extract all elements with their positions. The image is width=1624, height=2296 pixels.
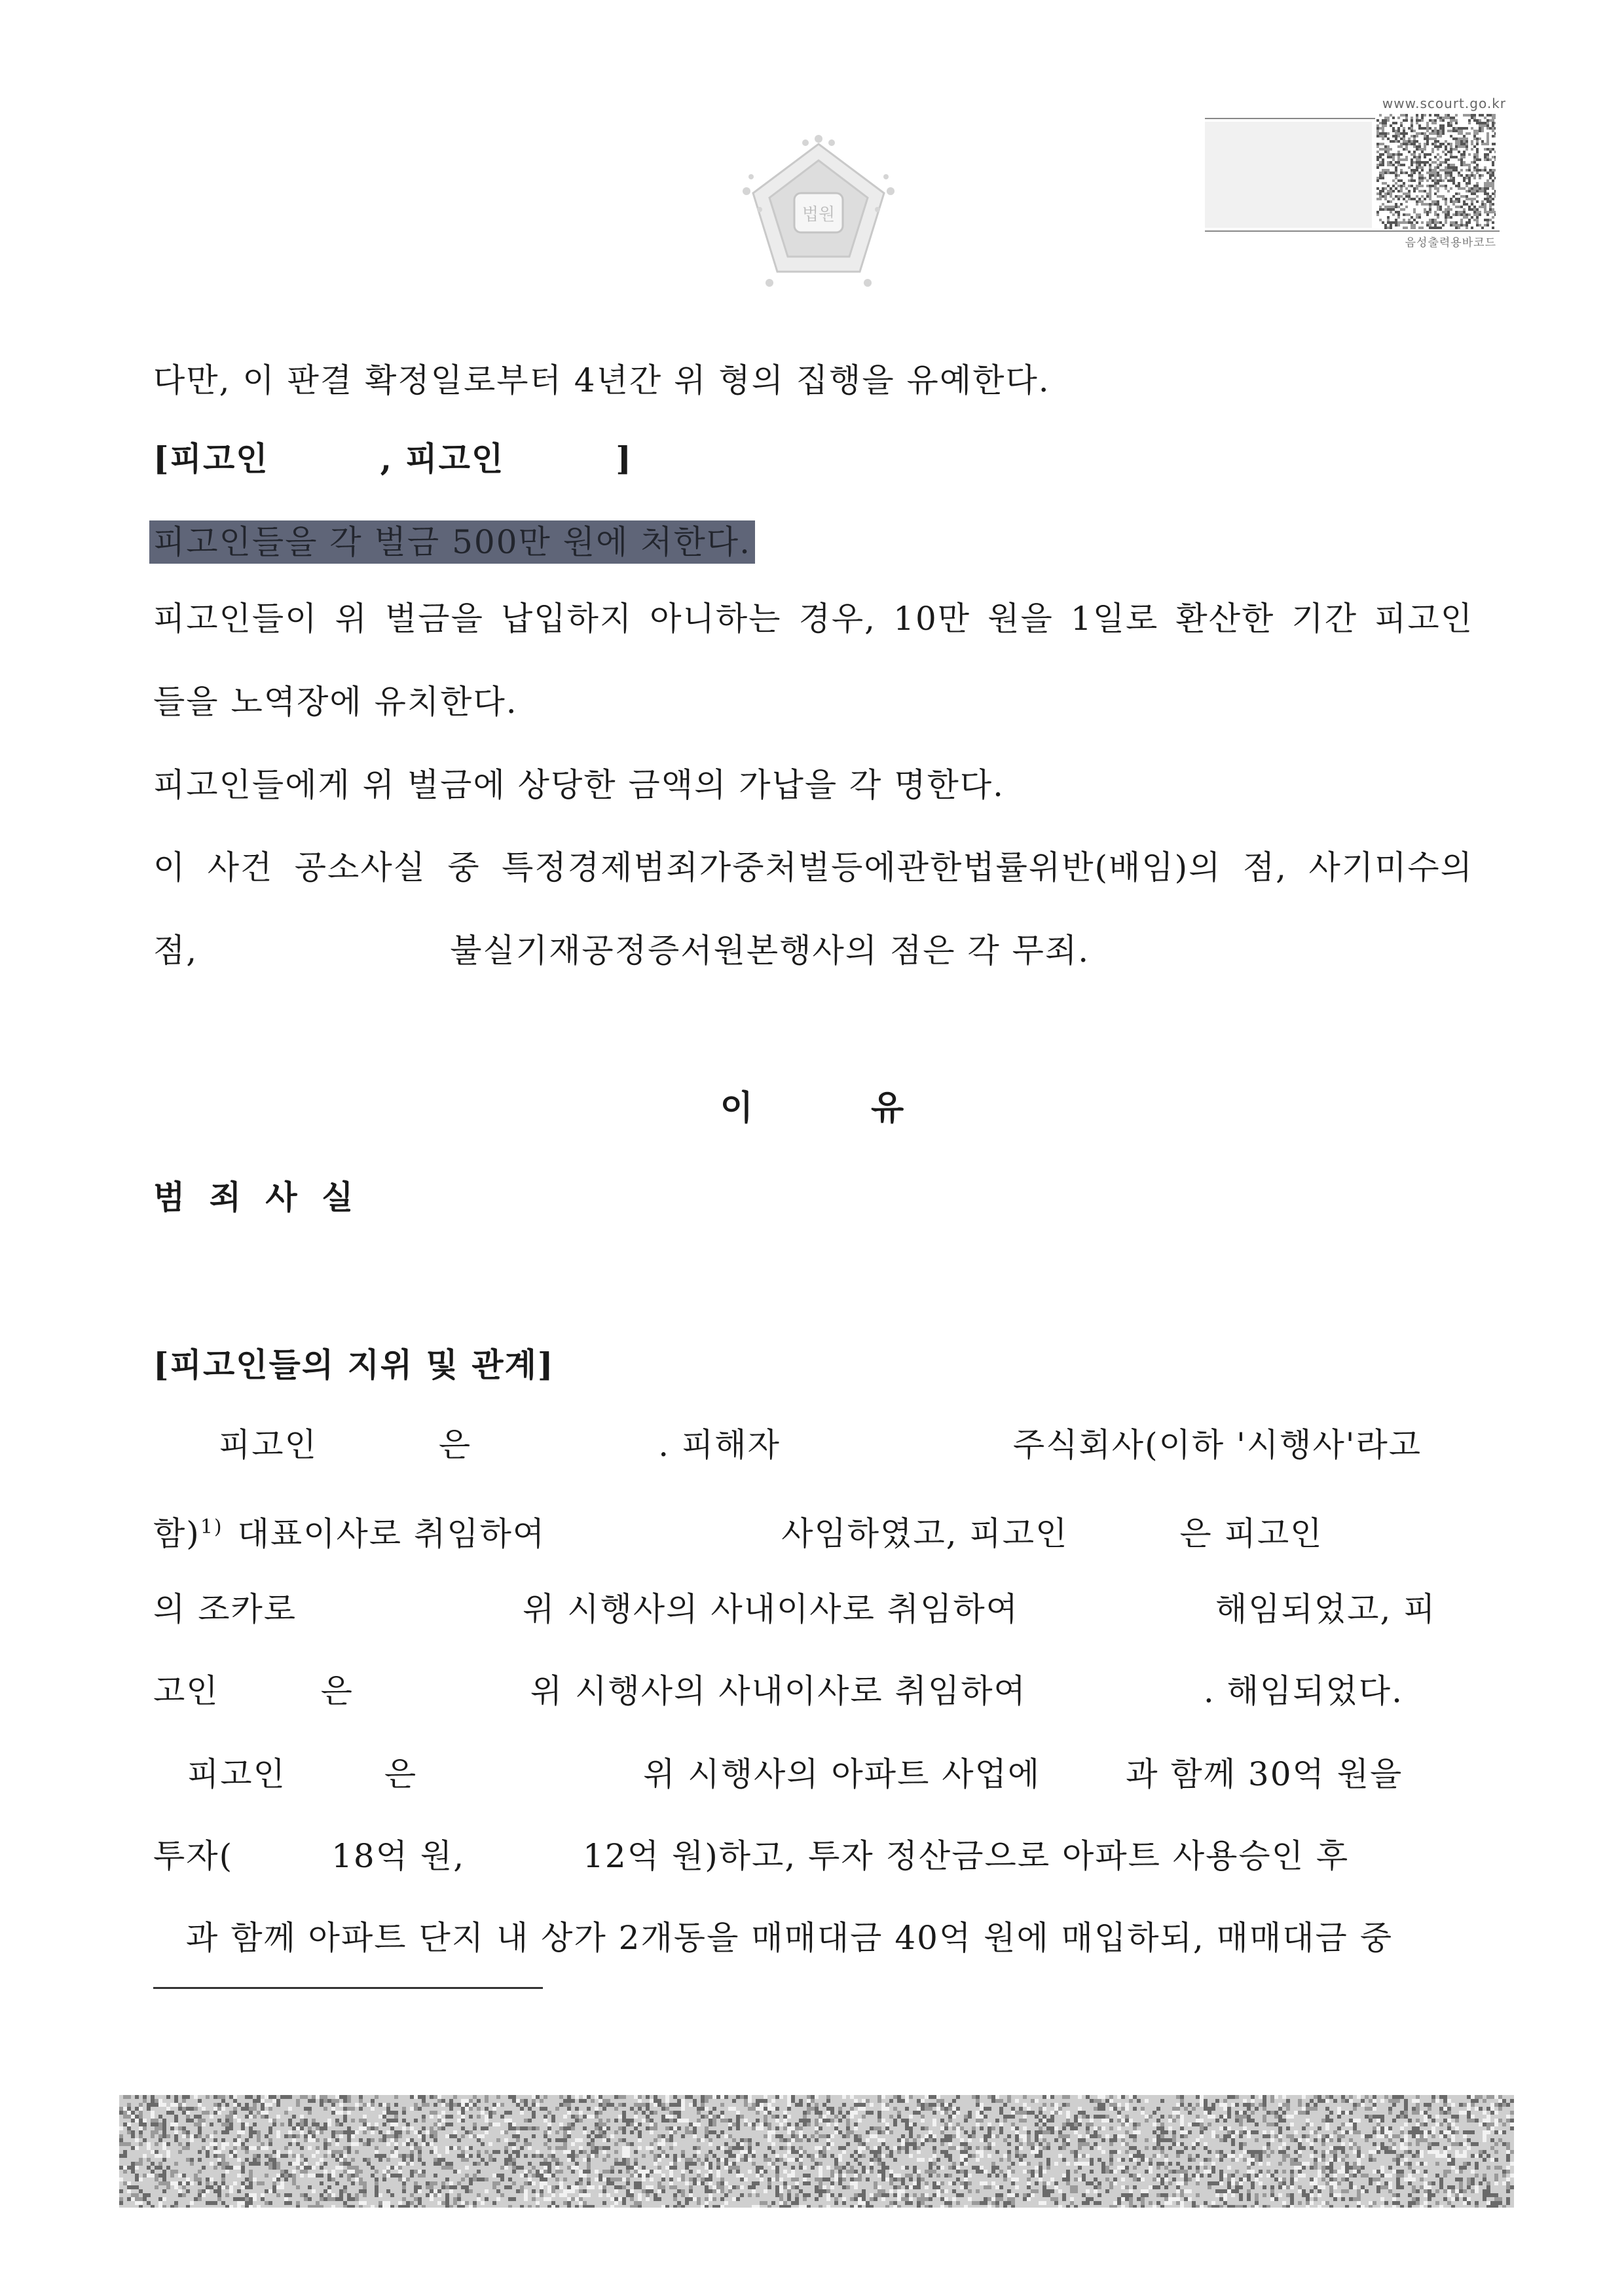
reasons-line-3 [153,1586,1473,1632]
paragraph-acquittal-line1: 이 사건 공소사실 중 특정경제범죄가중처벌등에관한법률위반(배임)의 점, 사기미수의 [153,848,1473,886]
barcode-rule-top [1205,118,1375,119]
l6-c: 12억 원)하고, 투자 정산금으로 아파트 사용승인 후 [583,1837,1350,1875]
l5-a: 피고인 [187,1755,286,1793]
l1-d: 주식회사(이하 '시행사'라고 [1012,1426,1422,1464]
reasons-line-4 [153,1668,1473,1714]
subsection-heading-status: [피고인들의 지위 및 관계] [153,1345,555,1384]
court-seal-emblem [737,131,900,295]
reasons-line-7 [153,1915,1473,1961]
barcode-caption: 음성출력용바코드 [1405,236,1496,249]
acquittal-part1: 점, [153,932,198,970]
court-url: www.scourt.go.kr [1382,96,1506,111]
qr-barcode [1376,114,1496,229]
reasons-title: 이유 [720,1089,1022,1128]
paragraph-fine [153,519,1473,565]
section-heading-crime-facts: 범 죄 사 실 [153,1178,360,1216]
l6-b: 18억 원, [331,1837,466,1875]
footnote-marker: 1) [200,1516,223,1539]
l4-d: . 해임되었다. [1203,1672,1403,1710]
l5-b: 은 [384,1755,418,1793]
reasons-line-2 [153,1504,1473,1557]
l4-c: 위 시행사의 사내이사로 취임하여 [530,1672,1027,1710]
l4-b: 은 [320,1672,354,1710]
l7: 과 함께 아파트 단지 내 상가 2개동을 매매대금 40억 원에 매입하되, 매매대금 중 [186,1919,1393,1957]
reasons-line-1 [153,1422,1473,1468]
l3-c: 해임되었고, 피 [1215,1590,1437,1628]
bottom-scan-noise-strip [119,2095,1514,2208]
l1-a: 피고인 [219,1426,318,1464]
reasons-line-6 [153,1833,1473,1879]
paragraph-workhouse-line2: 들을 노역장에 유치한다. [153,683,518,721]
l2-a: 함) [153,1514,200,1553]
l3-b: 위 시행사의 사내이사로 취임하여 [523,1590,1019,1628]
paragraph-provisional-payment: 피고인들에게 위 벌금에 상당한 금액의 가납을 각 명한다. [153,766,1005,804]
seal-text: 법원 [802,205,836,225]
l3-a: 의 조카로 [153,1590,297,1628]
l5-c: 위 시행사의 아파트 사업에 [643,1755,1041,1793]
paragraph-acquittal-line2 [153,928,1473,974]
l2-c: 사임하였고, 피고인 [781,1514,1069,1553]
defendants-heading-part3: ] [616,439,633,478]
barcode-shaded-area [1205,122,1372,228]
acquittal-part2: 불실기재공정증서원본행사의 점은 각 무죄. [450,932,1090,970]
reasons-line-5 [153,1751,1473,1797]
l6-a: 투자( [153,1837,234,1875]
footnote-separator [153,1987,543,1989]
l1-b: 은 [438,1426,472,1464]
paragraph-workhouse-line1: 피고인들이 위 벌금을 납입하지 아니하는 경우, 10만 원을 1일로 환산한 기간 피고인 [153,600,1473,638]
l2-d: 은 피고인 [1179,1514,1323,1553]
defendants-heading-part1: [피고인 [153,439,269,478]
highlighted-fine-sentence: 피고인들을 각 벌금 500만 원에 처한다. [149,520,755,564]
l2-b: 대표이사로 취임하여 [237,1514,546,1553]
l5-d: 과 함께 30억 원을 [1126,1755,1403,1793]
l4-a: 고인 [153,1672,219,1710]
paragraph-suspension: 다만, 이 판결 확정일로부터 4년간 위 형의 집행을 유예한다. [153,361,1050,399]
l1-c: . 피해자 [658,1426,781,1464]
barcode-rule-bottom [1205,230,1500,232]
defendants-heading [153,436,1473,482]
defendants-heading-part2: , 피고인 [380,439,505,478]
